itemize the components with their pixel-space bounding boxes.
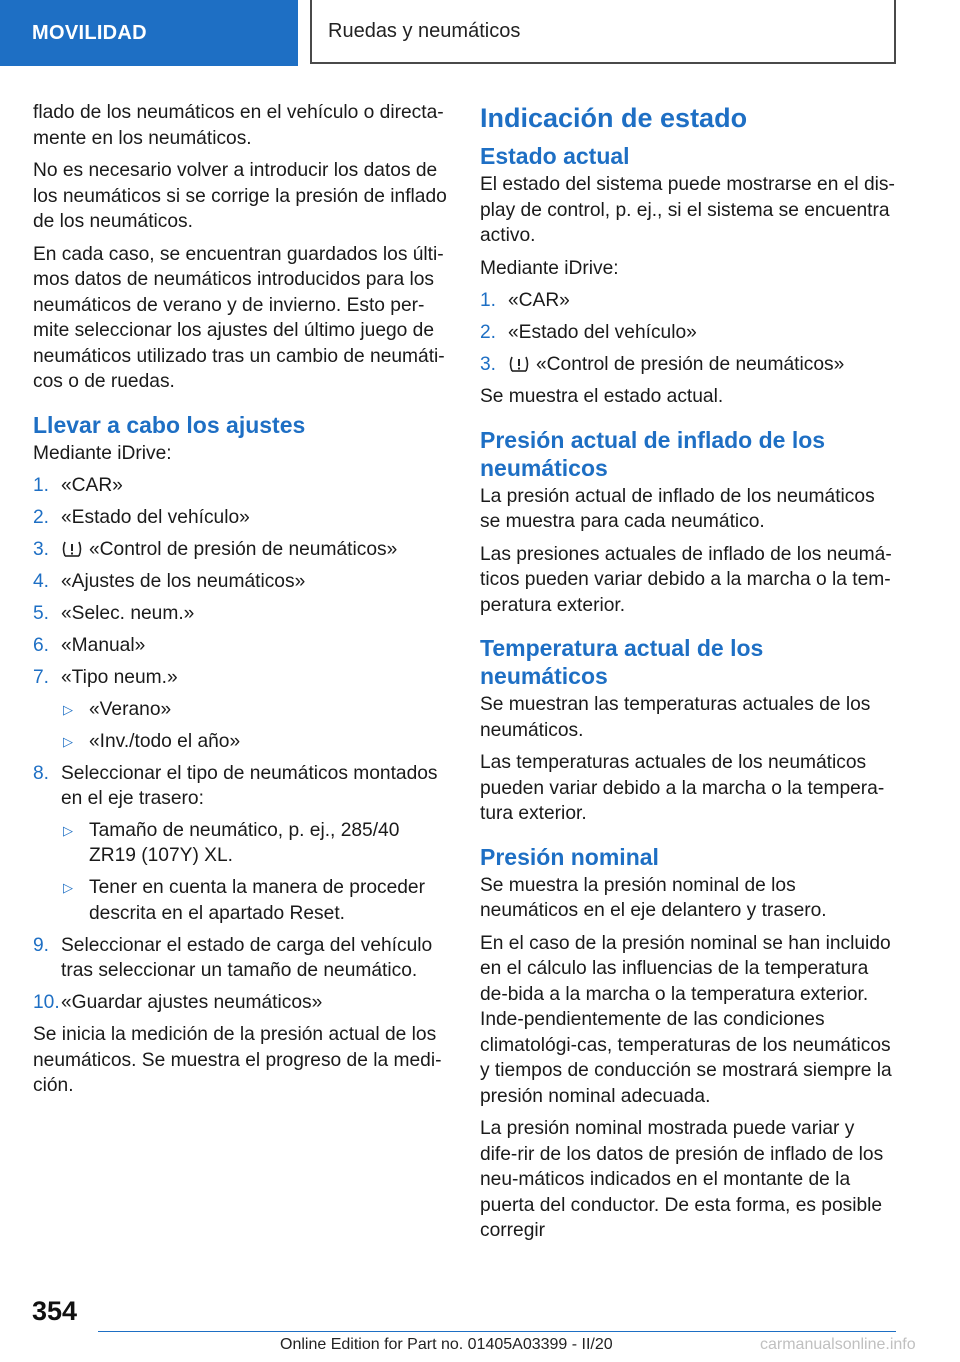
steps-list <box>33 473 449 1016</box>
sub-list <box>61 697 449 755</box>
step-text: «CAR» <box>508 290 570 311</box>
triangle-right-icon: ▷ <box>63 701 73 717</box>
chapter-tab: Ruedas y neumáticos <box>310 0 896 64</box>
paragraph: Mediante iDrive: <box>480 257 619 279</box>
step-number: 8. <box>33 762 50 784</box>
step-text: «Selec. neum.» <box>61 603 195 624</box>
step-text: «CAR» <box>61 475 123 496</box>
list-item <box>33 665 449 754</box>
list-item <box>33 761 449 927</box>
paragraph: No es necesario volver a introducir los datos de los neumáticos si se corrige la presión de inflado de los neumáticos. <box>33 160 447 232</box>
paragraph: Se muestra la presión nominal de los neumáticos en el eje delantero y trasero. <box>480 874 827 921</box>
step-text: «Control de presión de neumáticos» <box>536 354 845 375</box>
paragraph: Se inicia la medición de la presión actual de los neumáticos. Se muestra el progreso de la medi-ción. <box>33 1024 442 1096</box>
page-header <box>0 0 960 66</box>
section-tab: MOVILIDAD <box>0 0 298 66</box>
paragraph: El estado del sistema puede mostrarse en el dis-play de control, p. ej., si el sistema se encuentra activo. <box>480 174 895 246</box>
paragraph: La presión actual de inflado de los neumáticos se muestra para cada neumático. <box>480 485 875 532</box>
paragraph: Las presiones actuales de inflado de los neumá-ticos pueden variar debido a la marcha o la tem-peratura exterior. <box>480 543 892 616</box>
step-text: «Manual» <box>61 635 146 656</box>
sub-list-item <box>61 729 449 755</box>
paragraph: En el caso de la presión nominal se han incluido en el cálculo las influencias de la temperatura de-bida a la marcha o la temperatura exterior. Inde-pendientemente de las condiciones climatológi-cas, temperaturas de los neumáticos y tiempos de conducción se mostrará siempre la presión nominal adecuada. <box>480 932 892 1107</box>
list-item <box>480 320 896 346</box>
step-number: 3. <box>480 354 497 375</box>
list-item <box>33 537 449 563</box>
tire-pressure-warning-icon <box>508 355 530 373</box>
right-column <box>480 100 896 1251</box>
list-item <box>33 933 449 984</box>
left-column <box>33 100 449 1106</box>
paragraph: Se muestran las temperaturas actuales de los neumáticos. <box>480 694 871 741</box>
step-text: «Ajustes de los neumáticos» <box>61 571 306 592</box>
heading-temperatura-actual: Temperatura actual de los neumáticos <box>480 635 764 689</box>
paragraph: La presión nominal mostrada puede variar y dife-rir de los datos de presión de inflado de los neu-máticos indicados en el montante de la puerta del conductor. De esta forma, es posible corregir <box>480 1118 884 1241</box>
step-number: 1. <box>480 290 497 311</box>
footer-edition: Online Edition for Part no. 01405A03399 - II/20 <box>280 1336 613 1353</box>
heading-presion-nominal: Presión nominal <box>480 843 659 870</box>
step-number: 6. <box>33 635 50 656</box>
sub-item-text: «Inv./todo el año» <box>89 730 241 752</box>
list-item <box>33 505 449 531</box>
step-number: 7. <box>33 667 50 688</box>
tire-pressure-warning-icon <box>61 540 83 558</box>
paragraph: flado de los neumáticos en el vehículo o directa-mente en los neumáticos. <box>33 102 444 149</box>
list-item <box>33 990 449 1016</box>
triangle-right-icon: ▷ <box>63 733 73 749</box>
sub-list <box>61 818 449 927</box>
step-number: 2. <box>33 507 50 528</box>
list-item <box>33 473 449 499</box>
list-item <box>33 633 449 659</box>
heading-estado-actual: Estado actual <box>480 143 630 169</box>
step-number: 4. <box>33 571 50 592</box>
step-number: 5. <box>33 603 50 624</box>
step-number: 2. <box>480 322 497 343</box>
list-item <box>33 569 449 595</box>
sub-list-item <box>61 818 449 869</box>
heading-llevar-ajustes: Llevar a cabo los ajustes <box>33 411 306 438</box>
list-item <box>480 288 896 314</box>
paragraph: Se muestra el estado actual. <box>480 386 724 407</box>
page-number: 354 <box>32 1296 78 1326</box>
triangle-right-icon: ▷ <box>63 822 73 838</box>
paragraph: Mediante iDrive: <box>33 442 172 464</box>
step-text: «Tipo neum.» <box>61 667 178 688</box>
sub-item-text: Tener en cuenta la manera de proceder descrita en el apartado Reset. <box>89 877 425 924</box>
sub-list-item <box>61 875 449 926</box>
sub-list-item <box>61 697 449 723</box>
footer-divider <box>98 1331 896 1332</box>
step-number: 10. <box>33 992 60 1013</box>
sub-item-text: Tamaño de neumático, p. ej., 285/40 ZR19 (107Y) XL. <box>89 819 400 866</box>
step-text: «Estado del vehículo» <box>61 507 250 528</box>
paragraph: En cada caso, se encuentran guardados los últi-mos datos de neumáticos introducidos para los neumáticos de verano y de invierno. Esto per-mite seleccionar los ajustes del último juego de neumáticos utilizado tras un cambio de neumáti-cos o de ruedas. <box>33 243 445 392</box>
steps-list <box>480 288 896 378</box>
watermark: carmanualsonline.info <box>760 1336 916 1353</box>
list-item <box>480 352 896 378</box>
list-item <box>33 601 449 627</box>
step-number: 3. <box>33 539 50 560</box>
step-number: 9. <box>33 934 50 956</box>
step-text: Seleccionar el estado de carga del vehículo tras seleccionar un tamaño de neumático. <box>61 934 433 981</box>
step-text: Seleccionar el tipo de neumáticos montados en el eje trasero: <box>61 762 438 809</box>
heading-presion-actual: Presión actual de inflado de los neumáticos <box>480 426 826 481</box>
sub-item-text: «Verano» <box>89 698 172 720</box>
step-text: «Guardar ajustes neumáticos» <box>61 992 323 1013</box>
step-text: «Control de presión de neumáticos» <box>89 539 398 560</box>
paragraph: Las temperaturas actuales de los neumáticos pueden variar debido a la marcha o la tempera-tura exterior. <box>480 752 885 824</box>
step-number: 1. <box>33 475 50 496</box>
triangle-right-icon: ▷ <box>63 880 73 895</box>
heading-indicacion-estado: Indicación de estado <box>480 103 748 133</box>
step-text: «Estado del vehículo» <box>508 322 697 343</box>
